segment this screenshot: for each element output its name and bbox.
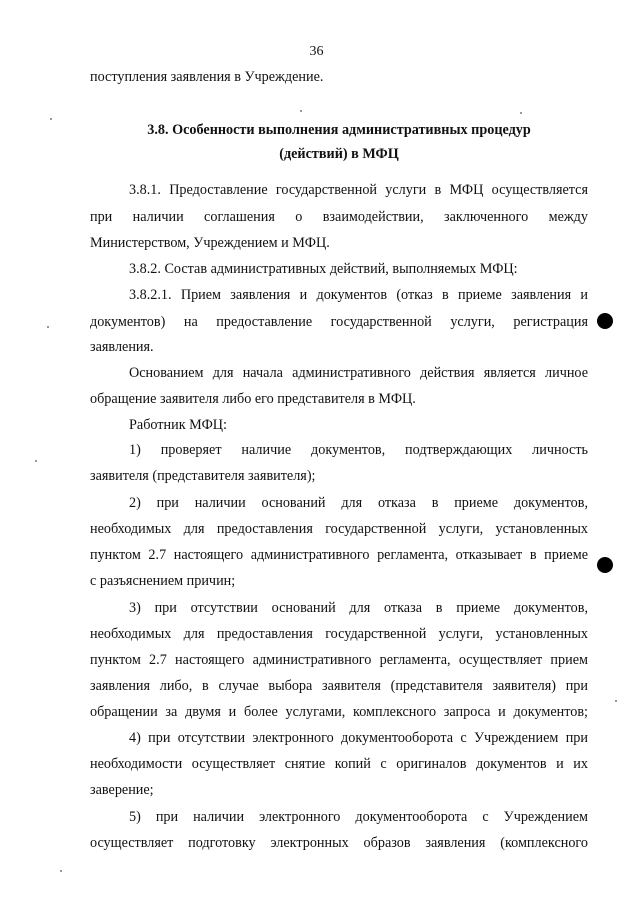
text-line: необходимых для предоставления государственной услуги, установленных	[90, 521, 588, 537]
binder-hole	[597, 313, 613, 329]
text-line: заявителя (представителя заявителя);	[90, 468, 316, 484]
section-heading-line-1: 3.8. Особенности выполнения административных процедур	[147, 122, 531, 138]
text-line: необходимости осуществляет снятие копий с оригиналов документов и их	[90, 756, 588, 772]
text-line: необходимых для предоставления государственной услуги, установленных	[90, 626, 588, 642]
text-line: 3.8.2. Состав административных действий, выполняемых МФЦ:	[129, 261, 518, 277]
text-line: осуществляет подготовку электронных образов заявления (комплексного	[90, 835, 588, 851]
scan-speck	[300, 110, 302, 112]
scan-speck	[47, 326, 49, 328]
text-line: заявления либо, в случае выбора заявителя (представителя заявителя) при	[90, 678, 588, 694]
text-line: 5) при наличии электронного документооборота с Учреждением	[129, 809, 588, 825]
page-number: 36	[309, 44, 324, 59]
scan-speck	[35, 460, 37, 462]
binder-hole	[597, 557, 613, 573]
text-line: пунктом 2.7 настоящего административного регламента, отказывает в приеме	[90, 547, 588, 563]
text-line: Министерством, Учреждением и МФЦ.	[90, 235, 330, 251]
text-line: Основанием для начала административного действия является личное	[129, 365, 588, 381]
text-line: с разъяснением причин;	[90, 573, 236, 589]
section-heading-line-2: (действий) в МФЦ	[279, 146, 399, 162]
text-line: 3.8.2.1. Прием заявления и документов (отказ в приеме заявления и	[129, 287, 588, 303]
text-line: поступления заявления в Учреждение.	[90, 69, 324, 85]
text-line: заверение;	[90, 782, 154, 798]
scan-speck	[60, 870, 62, 872]
text-line: 1) проверяет наличие документов, подтверждающих личность	[129, 442, 588, 458]
text-line: заявления.	[90, 339, 154, 355]
text-line: обращение заявителя либо его представителя в МФЦ.	[90, 391, 416, 407]
text-line: 3) при отсутствии оснований для отказа в приеме документов,	[129, 600, 588, 616]
text-line: 2) при наличии оснований для отказа в приеме документов,	[129, 495, 588, 511]
text-line: при наличии соглашения о взаимодействии, заключенного между	[90, 209, 588, 225]
text-line: 4) при отсутствии электронного документооборота с Учреждением при	[129, 730, 588, 746]
text-line: документов) на предоставление государственной услуги, регистрация	[90, 314, 588, 330]
scan-speck	[50, 118, 52, 120]
scan-speck	[615, 700, 617, 702]
scan-speck	[520, 112, 522, 114]
text-line: обращении за двумя и более услугами, комплексного запроса и документов;	[90, 704, 588, 720]
text-line: пунктом 2.7 настоящего административного регламента, осуществляет прием	[90, 652, 588, 668]
text-line: 3.8.1. Предоставление государственной услуги в МФЦ осуществляется	[129, 182, 588, 198]
text-line: Работник МФЦ:	[129, 417, 227, 433]
